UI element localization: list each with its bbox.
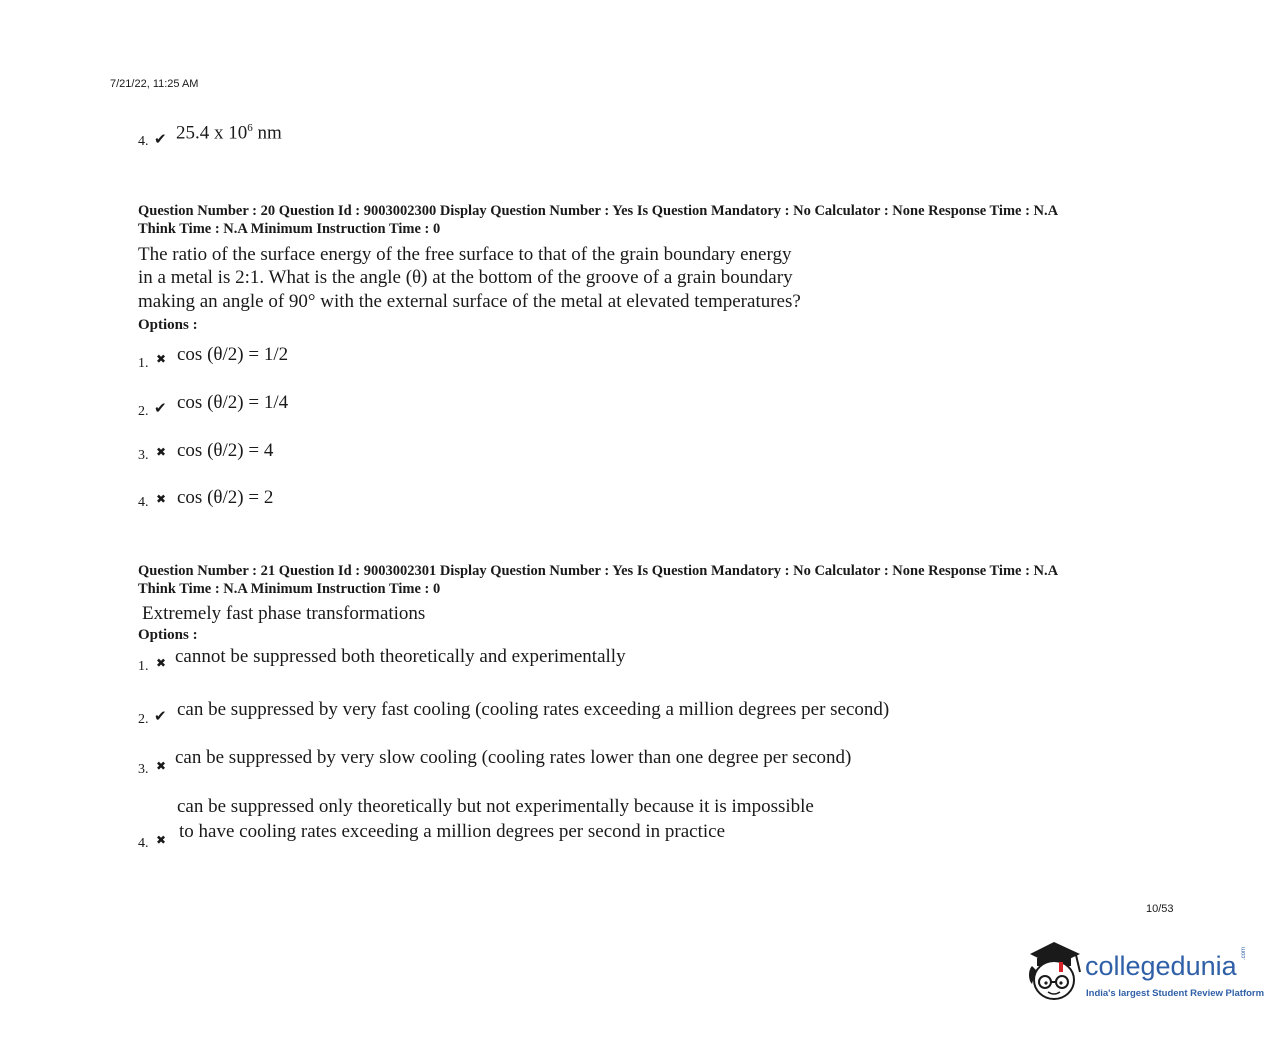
option-text: can be suppressed by very fast cooling (cooling rates exceeding a million degrees per second) xyxy=(177,699,890,720)
question-meta: Question Number : 21 Question Id : 9003002301 Display Question Number : Yes Is Question Mandatory : No Calculator : None Response Time : N.A xyxy=(138,563,1059,579)
option-text: cos (θ/2) = 2 xyxy=(177,487,274,508)
option-text: can be suppressed only theoretically but not experimentally because it is impossible xyxy=(177,796,814,817)
option-number: 2. xyxy=(138,712,149,727)
question-text: making an angle of 90° with the external surface of the metal at elevated temperatures? xyxy=(138,291,801,312)
brand-logo-text: collegedunia xyxy=(1085,951,1237,981)
wrong-cross-icon: ✖ xyxy=(156,445,167,459)
option-number: 3. xyxy=(138,448,149,463)
print-timestamp: 7/21/22, 11:25 AM xyxy=(110,78,199,90)
wrong-cross-icon: ✖ xyxy=(156,759,167,773)
correct-check-icon: ✔ xyxy=(154,709,167,725)
correct-check-icon: ✔ xyxy=(154,132,167,148)
option-text: cos (θ/2) = 1/2 xyxy=(177,344,289,365)
brand-logo-suffix: .com xyxy=(1241,946,1247,960)
mascot-logo-icon xyxy=(1024,940,1086,1004)
option-text: cos (θ/2) = 4 xyxy=(177,440,274,461)
question-text: Extremely fast phase transformations xyxy=(142,603,426,624)
question-meta: Think Time : N.A Minimum Instruction Time : 0 xyxy=(138,581,441,597)
option-text: 25.4 x $10^6$ nm xyxy=(176,122,282,144)
option-text: cannot be suppressed both theoretically and experimentally xyxy=(175,646,626,667)
option-text: cos (θ/2) = 1/4 xyxy=(177,392,289,413)
brand-tagline: India's largest Student Review Platform xyxy=(1086,988,1265,999)
question-text: The ratio of the surface energy of the free surface to that of the grain boundary energy xyxy=(138,244,792,265)
option-number: 1. xyxy=(138,356,149,371)
question-meta: Think Time : N.A Minimum Instruction Time : 0 xyxy=(138,221,441,237)
wrong-cross-icon: ✖ xyxy=(156,656,167,670)
wrong-cross-icon: ✖ xyxy=(156,833,167,847)
option-text: to have cooling rates exceeding a million degrees per second in practice xyxy=(179,821,726,842)
option-number: 4. xyxy=(138,134,149,149)
wrong-cross-icon: ✖ xyxy=(156,352,167,366)
page-number: 10/53 xyxy=(1146,903,1174,915)
correct-check-icon: ✔ xyxy=(154,401,167,417)
option-number: 2. xyxy=(138,404,149,419)
options-label: Options : xyxy=(138,627,198,643)
options-label: Options : xyxy=(138,317,198,333)
question-meta: Question Number : 20 Question Id : 9003002300 Display Question Number : Yes Is Question Mandatory : No Calculator : None Response Time : N.A xyxy=(138,203,1059,219)
option-text: can be suppressed by very slow cooling (cooling rates lower than one degree per second) xyxy=(175,747,852,768)
option-number: 4. xyxy=(138,836,149,851)
option-number: 3. xyxy=(138,762,149,777)
question-text: in a metal is 2:1. What is the angle (θ) at the bottom of the groove of a grain boundary xyxy=(138,267,793,288)
wrong-cross-icon: ✖ xyxy=(156,492,167,506)
option-number: 1. xyxy=(138,659,149,674)
option-number: 4. xyxy=(138,495,149,510)
